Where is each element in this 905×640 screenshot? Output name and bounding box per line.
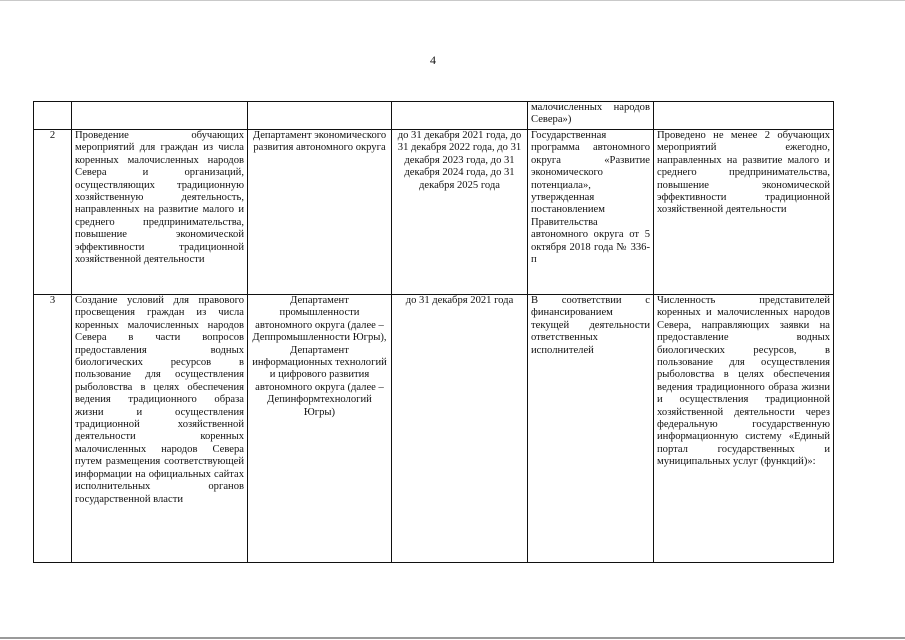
cell-basis: Государственная программа автономного округа «Развитие экономического потенциала», утвержденная постановлением Правительства автономного округа от 5 октября 2018 года № 336-п: [528, 130, 654, 295]
cell-executor: [248, 102, 392, 130]
cell-deadline: до 31 декабря 2021 года, до 31 декабря 2022 года, до 31 декабря 2023 года, до 31 декабря 2024 года, до 31 декабря 2025 года: [392, 130, 528, 295]
table-row: [34, 130, 834, 295]
cell-executor: Департамент экономического развития автономного округа: [248, 130, 392, 295]
cell-basis: В соответствии с финансированием текущей деятельности ответственных исполнителей: [528, 295, 654, 563]
activities-table: [33, 101, 834, 563]
cell-number: 3: [34, 295, 72, 563]
scan-edge-bottom: [0, 637, 905, 639]
table-row: [34, 295, 834, 563]
page-number: 4: [430, 53, 436, 67]
cell-result: Численность представителей коренных и малочисленных народов Севера, направляющих заявки на предоставление водных биологических ресурсов, в пользование для осуществления рыболовства в целях обеспечения ведения традиционного образа жизни и осуществления традиционной хозяйственной деятельности через федеральную государственную информационную систему «Единый портал государственных и муниципальных услуг (функций)»:: [654, 295, 834, 563]
cell-result: [654, 102, 834, 130]
cell-basis: малочисленных народов Севера»): [528, 102, 654, 130]
cell-activity: Проведение обучающих мероприятий для граждан из числа коренных малочисленных народов Севера и организаций, осуществляющих традиционную хозяйственную деятельность, направленных на развитие малого и среднего предпринимательства, повышение экономической эффективности традиционной хозяйственной деятельности: [72, 130, 248, 295]
cell-deadline: [392, 102, 528, 130]
cell-executor: Департамент промышленности автономного округа (далее – Деппромышленности Югры), Департамент информационных технологий и цифрового развития автономного округа (далее – Депинформтехнологий Югры): [248, 295, 392, 563]
cell-deadline: до 31 декабря 2021 года: [392, 295, 528, 563]
cell-number: 2: [34, 130, 72, 295]
table-row-continuation: [34, 102, 834, 130]
cell-activity: [72, 102, 248, 130]
cell-result: Проведено не менее 2 обучающих мероприятий ежегодно, направленных на развитие малого и среднего предпринимательства, повышение экономической эффективности традиционной хозяйственной деятельности: [654, 130, 834, 295]
scan-edge-top: [0, 0, 905, 1]
cell-activity: Создание условий для правового просвещения граждан из числа коренных малочисленных народов Севера в части вопросов предоставления водных биологических ресурсов в пользование для осуществления рыболовства в целях обеспечения ведения традиционного образа жизни и осуществления традиционной хозяйственной деятельности коренных малочисленных народов Севера путем размещения соответствующей информации на официальных сайтах исполнительных органов государственной власти: [72, 295, 248, 563]
cell-number: [34, 102, 72, 130]
